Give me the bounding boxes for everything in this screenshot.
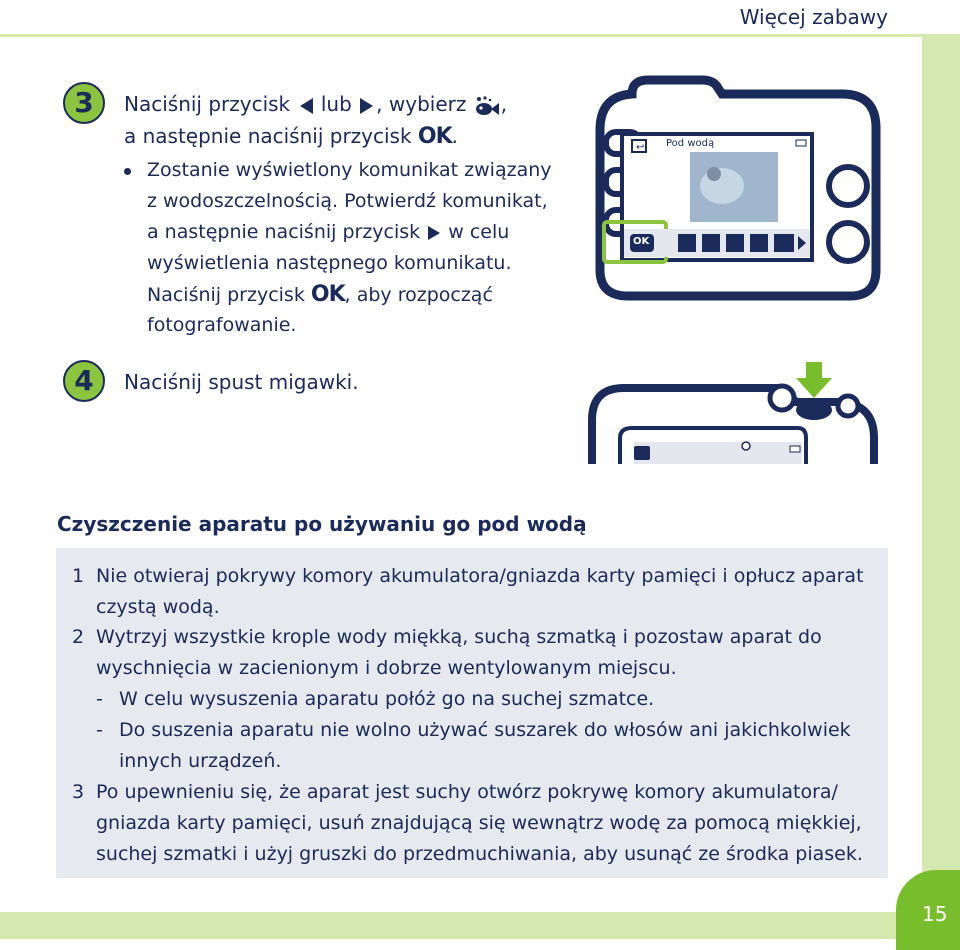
camera-mode-label: Pod wodą xyxy=(666,138,715,149)
cleaning-heading: Czyszczenie aparatu po używaniu go pod wodą xyxy=(57,512,587,536)
right-arrow-icon xyxy=(426,224,442,242)
camera-ok-key: OK xyxy=(633,236,650,247)
cleaning-item-number: 1 xyxy=(72,565,85,587)
bullet-line-6: fotografowanie. xyxy=(147,314,297,336)
cleaning-item-1-line-2: czystą wodą. xyxy=(96,596,220,618)
bullet-line-3 xyxy=(147,217,509,248)
cleaning-item-1-line-1: Nie otwieraj pokrywy komory akumulatora/gniazda karty pamięci i opłucz aparat xyxy=(96,565,864,587)
bullet-line-2: z wodoszczelnością. Potwierdź komunikat, xyxy=(147,190,548,212)
step-3-badge: 3 xyxy=(63,82,105,124)
subitem-dash: - xyxy=(96,688,103,710)
bullet-text: w celu xyxy=(448,221,510,243)
step-3-period: . xyxy=(451,124,459,148)
cleaning-item-number: 3 xyxy=(72,781,85,803)
camera-back-illustration xyxy=(592,74,892,304)
page-number: 15 xyxy=(922,902,948,926)
right-arrow-icon xyxy=(358,96,376,116)
camera-top-illustration xyxy=(586,358,882,468)
bullet-text: , aby rozpocząć xyxy=(344,284,493,306)
step-3-text-choose: , wybierz xyxy=(376,92,467,116)
cleaning-subitem-2-line-2: innych urządzeń. xyxy=(119,750,282,772)
cleaning-subitem-2-line-1: Do suszenia aparatu nie wolno używać suszarek do włosów ani jakichkolwiek xyxy=(119,719,851,741)
bullet-text: a następnie naciśnij przycisk xyxy=(147,221,421,243)
underwater-fish-icon xyxy=(473,95,501,117)
bullet-line-4: wyświetlenia następnego komunikatu. xyxy=(147,252,512,274)
cleaning-item-3-line-1: Po upewnieniu się, że aparat jest suchy otwórz pokrywę komory akumulatora/ xyxy=(96,781,838,803)
cleaning-item-3-line-3: suchej szmatki i użyj gruszki do przedmuchiwania, aby usunąć ze środka piasek. xyxy=(96,843,863,865)
cleaning-item-3-line-2: gniazda karty pamięci, usuń znajdującą się wewnątrz wodę za pomocą miękkiej, xyxy=(96,812,862,834)
right-margin-bar xyxy=(922,34,960,939)
bullet-line-5 xyxy=(147,279,493,311)
step-3-text: Naciśnij przycisk xyxy=(124,92,291,116)
section-title: Więcej zabawy xyxy=(739,5,888,29)
left-arrow-icon xyxy=(297,96,315,116)
cleaning-subitem-1: W celu wysuszenia aparatu połóż go na suchej szmatce. xyxy=(119,688,655,710)
bullet-line-1: Zostanie wyświetlony komunikat związany xyxy=(147,159,552,181)
bullet-point xyxy=(124,168,131,175)
step-3-line-2 xyxy=(124,120,458,153)
cleaning-item-2-line-1: Wytrzyj wszystkie krople wody miękką, suchą szmatką i pozostaw aparat do xyxy=(96,626,822,648)
subitem-dash: - xyxy=(96,719,103,741)
bottom-bar xyxy=(0,912,922,939)
ok-button-icon: OK xyxy=(310,282,345,307)
step-3-text-then: a następnie naciśnij przycisk xyxy=(124,124,412,148)
ok-button-icon: OK xyxy=(417,124,452,149)
cleaning-item-2-line-2: wyschnięcia w zacienionym i dobrze wentylowanym miejscu. xyxy=(96,657,677,679)
step-3-comma: , xyxy=(500,92,508,116)
bullet-text: Naciśnij przycisk xyxy=(147,284,305,306)
step-3-text-or: lub xyxy=(320,92,352,116)
step-4-badge: 4 xyxy=(63,360,105,402)
step-3-line-1 xyxy=(124,88,507,120)
cleaning-item-number: 2 xyxy=(72,626,85,648)
svg-text:↩: ↩ xyxy=(636,142,645,153)
top-divider xyxy=(0,34,922,37)
step-4-title: Naciśnij spust migawki. xyxy=(124,370,359,394)
